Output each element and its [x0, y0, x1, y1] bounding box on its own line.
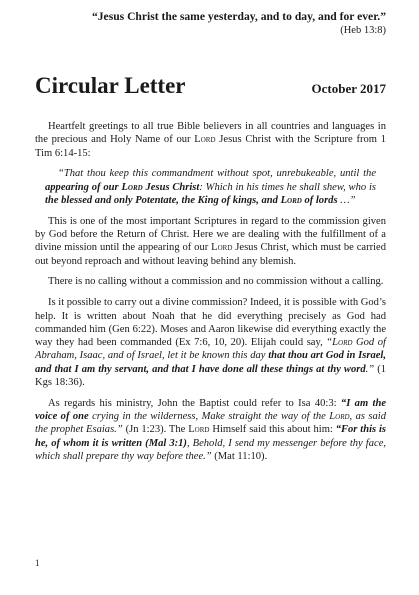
text-span: (Mat 11:10). [214, 451, 268, 463]
text-span: God of Abraham, Isaac, and of Israel, let it be known this day [35, 337, 386, 362]
text-span: Heartfelt greetings to all true Bible believers in all countries and languages in the precious and Holy Name of our [35, 121, 386, 146]
lord-smallcaps: Lord [121, 181, 143, 193]
bold-text: that thou art God in Israel, and that I am thy servant, and that I have done all these things at thy word [35, 350, 386, 375]
bold-text: “I am the voice of one [35, 397, 387, 423]
text-span: “ [326, 337, 333, 349]
motto-quote: “Jesus Christ the same yesterday, and to day, and for ever.” [91, 10, 386, 23]
text-span: Jesus Christ, which must be carried out beyond reproach and without leaving behind any blemish. [35, 242, 387, 267]
letter-body [35, 120, 386, 471]
text-span: Himself said this about him: [212, 424, 333, 436]
paragraph-possible [35, 296, 386, 389]
text-span: (1 Kgs 18:36). [35, 363, 387, 389]
text-span: Jesus Christ with the Scripture from 1 Tim 6:14-15: [35, 134, 386, 159]
letter-date: October 2017 [311, 81, 386, 96]
paragraph-greeting [35, 120, 386, 160]
bold-text: Jesus Christ [145, 181, 200, 193]
text-span: (Jn 1:23). The [125, 424, 186, 436]
page-number: 1 [35, 558, 40, 568]
text-span: .” [365, 363, 375, 375]
text-span: As regards his ministry, John the Baptist could refer to Isa 40:3: [48, 397, 337, 409]
bold-text: appearing of our [45, 181, 119, 193]
text-span: crying in the wilderness, Make straight the way of the [92, 411, 326, 423]
motto-reference: (Heb 13:8) [340, 25, 386, 36]
bold-text: the blessed and only Potentate, the King of kings, and [45, 194, 278, 206]
text-span: commandment [151, 168, 214, 180]
header-motto [26, 10, 386, 38]
text-span: , as said the prophet Esaias.” [35, 411, 386, 436]
scripture-quote [45, 167, 376, 207]
lord-smallcaps: Lord [280, 194, 302, 206]
text-span: “That thou keep this [58, 168, 148, 180]
page-title: Circular Letter [35, 73, 186, 98]
paragraph-commission [35, 215, 386, 268]
lord-smallcaps: Lord [332, 337, 353, 349]
title-row [35, 73, 386, 99]
bold-text: of lords [304, 194, 338, 206]
text-span: …” [340, 194, 356, 206]
paragraph-john [35, 397, 386, 463]
lord-smallcaps: Lord [329, 411, 350, 423]
text-span: , Behold, I send my messenger before thy face, which shall prepare thy way before thee.” [35, 437, 387, 463]
bold-text: “For this is he, of whom it is written (Mal 3:1) [35, 424, 387, 449]
text-span: Is it possible to carry out a divine commission? Indeed, it is possible with God’s help. It is written about Noah that he did everything precisely as God had commanded him (Gen 6:22). Moses and Aaron likewise did everything exactly the way they had been commanded (Ex 7:6, 10, 20). Elijah could say, [35, 297, 386, 349]
text-span: This is one of the most important Scriptures in regard to the commission given by God before the Return of Christ. Here we are dealing with the fulfillment of a divine mission until the appearing of our [35, 215, 386, 254]
text-span: without spot, unrebukeable, until the [217, 168, 377, 180]
paragraph-calling: There is no calling without a commission and no commission without a calling. [48, 276, 384, 288]
text-span: : Which in his times he shall shew, who is [199, 181, 376, 193]
lord-smallcaps: Lord [211, 242, 233, 254]
lord-smallcaps: Lord [188, 424, 210, 436]
lord-smallcaps: Lord [194, 134, 216, 146]
